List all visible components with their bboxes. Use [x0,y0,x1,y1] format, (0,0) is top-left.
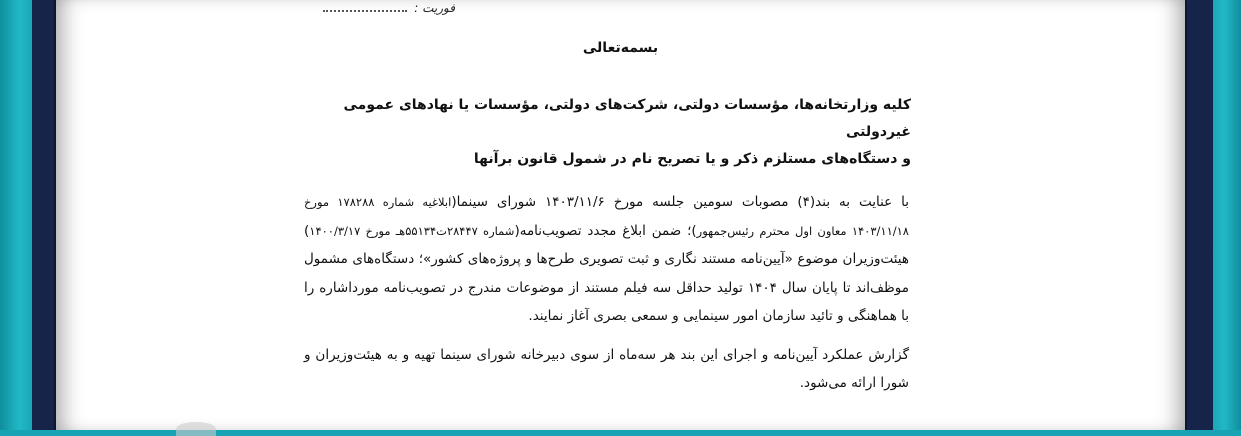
paragraph-1-intro: با عنایت به بند(۴) مصوبات سومین جلسه مورخ ۱۴۰۳/۱۱/۶ شورای سینما( [451,194,910,210]
right-teal-border [1213,0,1241,430]
paragraph-1 [304,188,909,331]
paragraph-1-decree-ref: شماره ۲۸۴۴۷ت۵۵۱۳۴هـ مورخ ۱۴۰۰/۳/۱۷ [309,223,515,238]
right-navy-border [1185,0,1213,430]
paragraph-1-body: ) هیئت‌وزیران موضوع «آیین‌نامه مستند نگاری و ثبت تصویری طرح‌ها و پروژه‌های کشور»؛ دستگاه‌های مشمول موظف‌اند تا پایان سال ۱۴۰۴ تولید حداقل سه فیلم مستند از موضوعات مندرج در تصویب‌نامه مورداشاره را با هماهنگی و تائید سازمان امور سینمایی و سمعی بصری آغاز نمایند. [304,222,909,324]
paragraph-1-continuation: )؛ ضمن ابلاغ مجدد تصویب‌نامه( [514,222,697,239]
addressee-block [311,92,911,173]
paragraph-2: گزارش عملکرد آیین‌نامه و اجرای این بند هر سه‌ماه از سوی دبیرخانه شورای سینما تهیه و به هیئت‌وزیران و شورا ارائه می‌شود. [304,346,909,391]
left-teal-border [0,0,32,430]
paragraph-1-notice-ref: ابلاغیه شماره ۱۷۸۲۸۸ مورخ ۱۴۰۳/۱۱/۱۸ معاون اول محترم رئیس‌جمهور [304,195,909,238]
addressee-line-2: و دستگاه‌های مستلزم ذکر و یا تصریح نام در شمول قانون برآنها [473,151,911,167]
left-navy-border [32,0,56,430]
letter-body [304,188,909,398]
bismillah-heading: بسمه‌تعالی [582,40,659,56]
urgency-label: فوریت : [414,1,455,15]
stamp-fragment [176,422,216,436]
addressee-line-1: کلیه وزارتخانه‌ها، مؤسسات دولتی، شرکت‌های دولتی، مؤسسات یا نهادهای عمومی غیردولتی [343,97,911,140]
